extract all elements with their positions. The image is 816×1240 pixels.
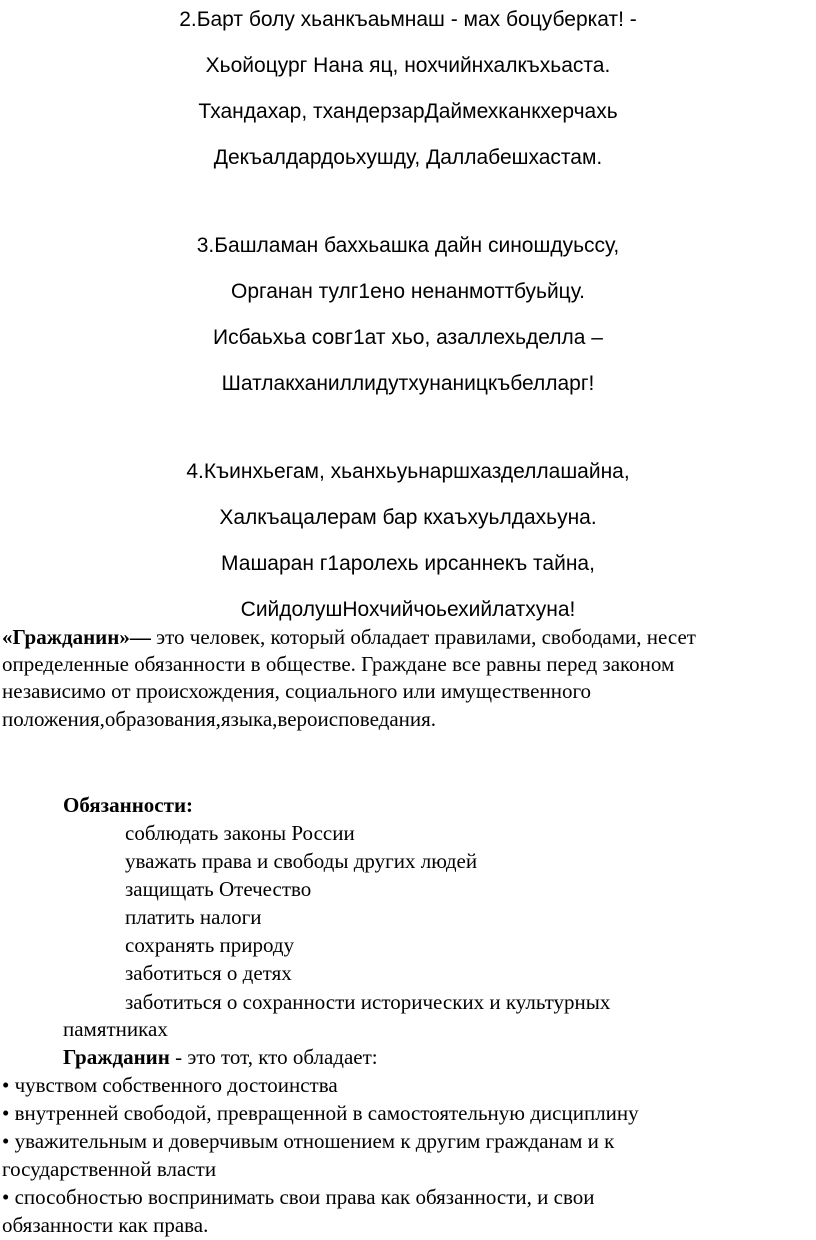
definition-term: «Гражданин»— bbox=[2, 625, 151, 649]
citizen-intro-text: - это тот, кто обладает: bbox=[169, 1045, 378, 1069]
duty-item: защищать Отечество bbox=[125, 877, 312, 901]
duty-item: соблюдать законы России bbox=[125, 821, 355, 845]
poem-line: Машаран г1аролехь ирсаннекъ тайна, bbox=[221, 552, 595, 575]
citizen-bullet-continuation: государственной власти bbox=[2, 1157, 217, 1181]
duty-item-continuation: памятниках bbox=[63, 1017, 168, 1041]
citizen-bullet: • внутренней свободой, превращенной в самостоятельную дисциплину bbox=[2, 1101, 639, 1125]
poem-line: Исбаьхьа совг1ат хьо, азаллехьделла – bbox=[213, 326, 603, 349]
definition-first-line bbox=[2, 624, 696, 650]
citizen-bullet: • уважительным и доверчивым отношением к другим гражданам и к bbox=[2, 1129, 615, 1153]
citizen-bullet: • чувством собственного достоинства bbox=[2, 1073, 338, 1097]
definition-text: это человек, который обладает правилами, свободами, несет bbox=[150, 625, 696, 649]
poem-line: Шатлакханиллидутхунаницкъбелларг! bbox=[221, 372, 595, 395]
poem-line: Тхандахар, тхандерзарДаймехканкхерчахь bbox=[198, 100, 618, 123]
citizen-intro bbox=[63, 1044, 378, 1070]
citizen-bullet: • способностью воспринимать свои права как обязанности, и свои bbox=[2, 1185, 595, 1209]
duty-item: платить налоги bbox=[125, 905, 262, 929]
poem-line: 2.Барт болу хьанкъаьмнаш - мах боцуберкат! - bbox=[179, 8, 637, 31]
definition-line: независимо от происхождения, социального или имущественного bbox=[2, 679, 592, 703]
poem-line: 3.Башламан баххьашка дайн синошдуьссу, bbox=[196, 234, 620, 257]
duty-item: заботиться о сохранности исторических и культурных bbox=[125, 990, 611, 1014]
definition-line: положения,образования,языка,вероисповедания. bbox=[2, 707, 437, 731]
duties-heading bbox=[63, 792, 193, 818]
duty-item: заботиться о детях bbox=[125, 961, 292, 985]
poem-line: 4.Къинхьегам, хьанхьуьнаршхазделлашайна, bbox=[186, 460, 630, 483]
duty-item: уважать права и свободы других людей bbox=[125, 849, 478, 873]
duty-item: сохранять природу bbox=[125, 933, 295, 957]
poem-line: Органан тулг1ено ненанмоттбуьйцу. bbox=[231, 280, 585, 303]
poem-line: Халкъацалерам бар кхаъхуьлдахьуна. bbox=[219, 506, 597, 529]
poem-line: Декъалдардоьхушду, Даллабешхастам. bbox=[213, 146, 603, 169]
poem-line: Хьойоцург Нана яц, нохчийнхалкъхьаста. bbox=[205, 54, 611, 77]
definition-line: определенные обязанности в обществе. Граждане все равны перед законом bbox=[2, 652, 675, 676]
citizen-bullet-continuation: обязанности как права. bbox=[2, 1213, 209, 1237]
poem-line: СийдолушНохчийчоьехийлатхуна! bbox=[240, 598, 576, 621]
citizen-term: Гражданин bbox=[63, 1045, 170, 1069]
duties-heading-text: Обязанности: bbox=[63, 793, 194, 817]
